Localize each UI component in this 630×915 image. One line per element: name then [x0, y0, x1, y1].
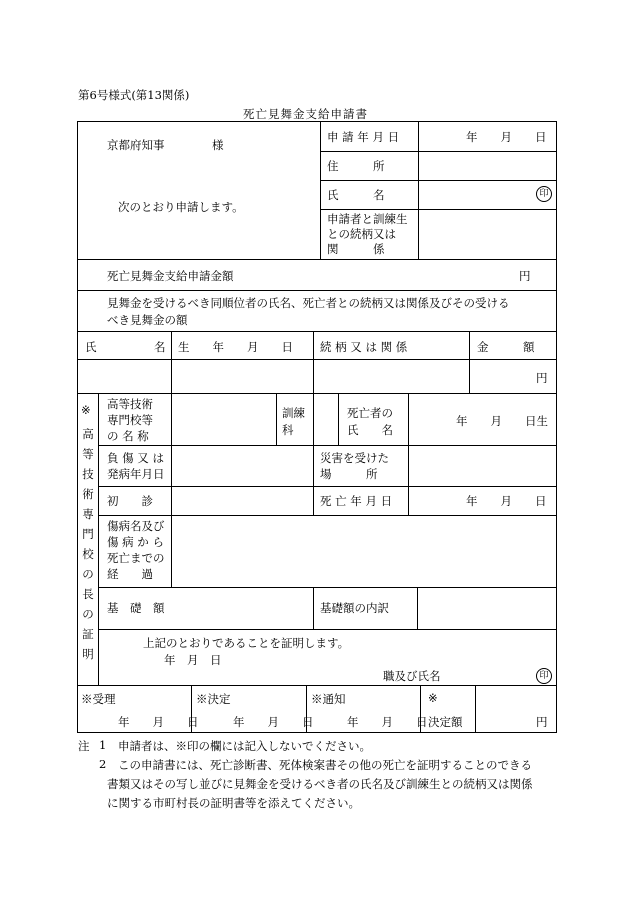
header-amount: 金 額 — [477, 340, 535, 354]
deceased-birth-value: 年 月 日生 — [456, 414, 548, 428]
decided-label: ※決定 — [196, 692, 231, 706]
title-name-label: 職及び氏名 — [383, 669, 441, 683]
note-1: 申請者は、※印の欄には記入しないでください。 — [118, 739, 371, 753]
beneficiary-note: 見舞金を受けるべき同順位者の氏名、死亡者との続柄又は関係及びその受ける べき見舞金の額 — [107, 296, 510, 327]
death-date-value: 年 月 日 — [466, 494, 547, 508]
note-2-line-2: 書類又はその写し並びに見舞金を受けるべき者の氏名及び訓練生との続柄又は関係 — [107, 777, 533, 791]
received-date: 年 月 日 — [118, 715, 199, 729]
header-relation: 続 柄 又 は 関 係 — [320, 340, 408, 354]
school-name-label: 高等技術 専門校等 の 名 称 — [107, 397, 153, 443]
address-label: 住 所 — [327, 159, 385, 173]
certification-side-label: 高等技術専門校の長の証明 — [82, 427, 94, 661]
certify-text: 上記のとおりであることを証明します。 — [143, 636, 350, 650]
application-date-label: 申 請 年 月 日 — [327, 130, 400, 144]
application-date-value: 年 月 日 — [466, 130, 547, 144]
note-1-number: 1 — [99, 738, 107, 752]
relation-label: 申請者と訓練生 との続柄又は 関 係 — [327, 212, 408, 256]
request-text: 次のとおり申請します。 — [118, 200, 244, 214]
note-2-line-3: に関する市町村長の証明書等を添えてください。 — [107, 796, 360, 810]
honorific: 様 — [212, 138, 224, 152]
deceased-name-label: 死亡者の 氏 名 — [347, 406, 393, 437]
form-title: 死亡見舞金支給申請書 — [243, 107, 368, 121]
header-birthdate: 生 年 月 日 — [178, 340, 293, 354]
death-date-label: 死 亡 年 月 日 — [320, 494, 393, 508]
first-visit-label: 初 診 — [107, 494, 153, 508]
beneficiary-amount-unit: 円 — [536, 371, 548, 385]
addressee: 京都府知事 — [107, 138, 165, 152]
injury-date-label: 負 傷 又 は 発病年月日 — [107, 451, 165, 481]
name-label: 氏 名 — [327, 188, 385, 202]
base-breakdown-label: 基礎額の内訳 — [320, 601, 389, 615]
decided-amount-unit: 円 — [536, 715, 548, 729]
certify-date: 年 月 日 — [164, 653, 222, 667]
received-label: ※受理 — [81, 692, 116, 706]
amount-unit: 円 — [519, 269, 531, 283]
amount-label: 死亡見舞金支給申請金額 — [107, 269, 234, 283]
certifier-seal-icon: 印 — [536, 668, 552, 684]
notified-date: 年 月 日 — [347, 715, 428, 729]
applicant-seal-icon: 印 — [536, 186, 552, 202]
decided-date: 年 月 日 — [233, 715, 314, 729]
decided-amount-label: 決定額 — [428, 715, 463, 729]
note-2-line-1: この申請書には、死亡診断書、死体検案書その他の死亡を証明することのできる — [118, 758, 532, 772]
note-2-number: 2 — [99, 757, 107, 771]
notified-label: ※通知 — [311, 692, 346, 706]
disease-progress-label: 傷病名及び 傷 病 か ら 死亡までの 経 過 — [107, 519, 165, 581]
base-amount-label: 基 礎 額 — [107, 601, 165, 615]
header-name: 氏 名 — [85, 340, 166, 354]
disaster-place-label: 災害を受けた 場 所 — [320, 451, 389, 481]
notes-prefix: 注 — [78, 739, 90, 753]
office-mark: ※ — [428, 691, 438, 705]
certification-mark: ※ — [81, 403, 91, 417]
form-number: 第6号様式(第13関係) — [78, 88, 190, 102]
course-label: 訓練 科 — [282, 406, 305, 437]
